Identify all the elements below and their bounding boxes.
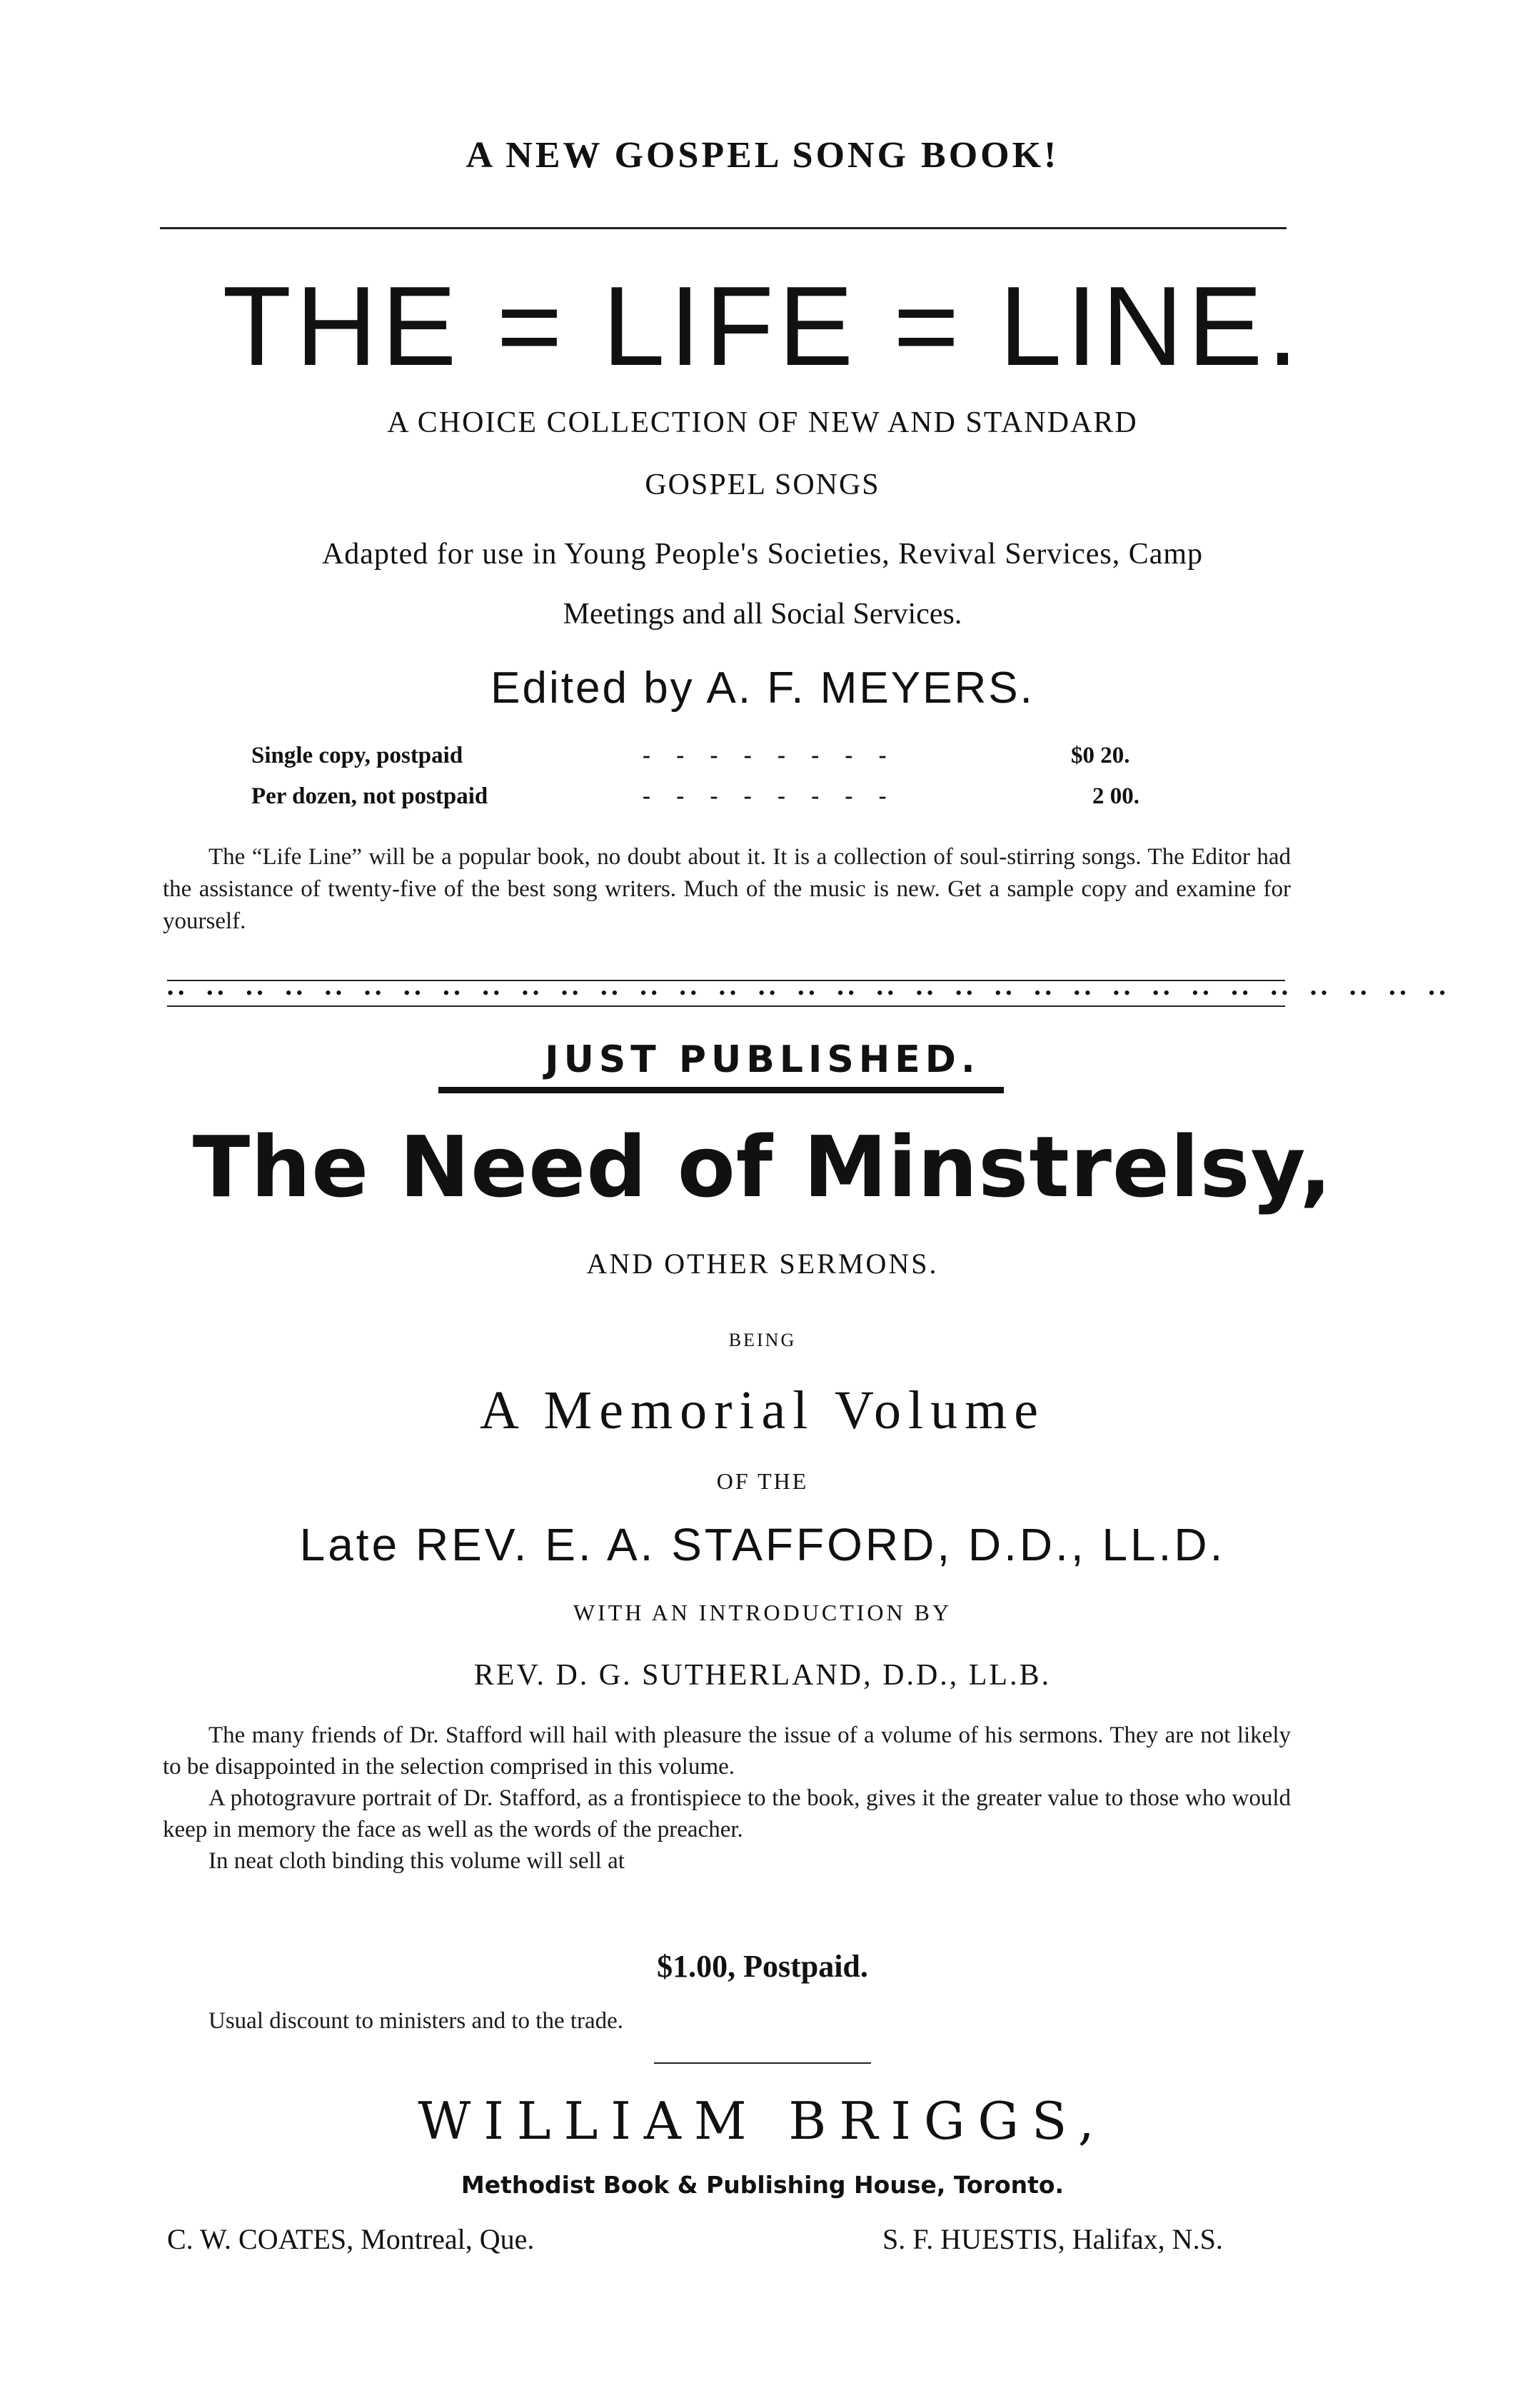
- stafford-line: Late REV. E. A. STAFFORD, D.D., LL.D.: [299, 1519, 1226, 1570]
- header-rule: [160, 227, 1287, 229]
- description-text: The “Life Line” will be a popular book, no doubt about it. It is a collection of soul-stirring songs. The Editor had the assistance of twenty-five of the best song writers. Much of the music is new. Get a sample copy and examine for yourself.: [163, 844, 1291, 934]
- adapted-line-2: Meetings and all Social Services.: [563, 598, 962, 631]
- dotted-separator: [167, 980, 1450, 1008]
- of-the-line: OF THE: [716, 1468, 809, 1494]
- subtitle-line-1: A CHOICE COLLECTION OF NEW AND STANDARD: [387, 406, 1138, 439]
- price-label-single: Single copy, postpaid: [251, 743, 463, 768]
- subtitle-line-2: GOSPEL SONGS: [645, 468, 880, 501]
- publisher-rule: [654, 2062, 871, 2064]
- separator-line-bottom: [167, 1005, 1285, 1007]
- adapted-line-1: Adapted for use in Young People's Societies, Revival Services, Camp: [321, 538, 1204, 571]
- life-line-description: [163, 841, 1291, 938]
- publishing-house: Methodist Book & Publishing House, Toronto.: [460, 2171, 1065, 2199]
- life-line-title: THE = LIFE = LINE.: [222, 264, 1303, 389]
- minstrelsy-description: [163, 1720, 1291, 1877]
- separator-line-top: [167, 980, 1285, 981]
- para-photogravure: A photogravure portrait of Dr. Stafford, as a frontispiece to the book, gives it the greater value to those who would keep in memory the face as well as the words of the preacher.: [163, 1785, 1291, 1842]
- price-value-dozen: 2 00.: [1092, 783, 1139, 809]
- price-leader-single: - - - - - - - -: [643, 743, 897, 768]
- price-label-dozen: Per dozen, not postpaid: [251, 783, 488, 809]
- being-line: BEING: [728, 1330, 797, 1350]
- montreal-agent: C. W. COATES, Montreal, Que.: [167, 2223, 535, 2255]
- editor-line: Edited by A. F. MEYERS.: [490, 663, 1035, 713]
- sutherland-line: REV. D. G. SUTHERLAND, D.D., LL.B.: [473, 1659, 1052, 1692]
- minstrelsy-price: $1.00, Postpaid.: [657, 1949, 868, 1984]
- just-published-underline: [438, 1087, 1004, 1093]
- discount-line: [163, 2005, 1291, 2037]
- para-friends: The many friends of Dr. Stafford will hail with pleasure the issue of a volume of his sermons. They are not likely to be disappointed in the selection comprised in this volume.: [163, 1722, 1291, 1780]
- memorial-volume: A Memorial Volume: [479, 1380, 1046, 1440]
- just-published-heading: JUST PUBLISHED.: [545, 1038, 980, 1081]
- introduction-line: WITH AN INTRODUCTION BY: [573, 1600, 952, 1625]
- price-value-single: $0 20.: [1071, 743, 1130, 768]
- discount-text: Usual discount to ministers and to the trade.: [208, 2008, 624, 2034]
- minstrelsy-title: The Need of Minstrelsy,: [192, 1118, 1333, 1216]
- para-binding: In neat cloth binding this volume will sell at: [208, 1848, 625, 1874]
- separator-dots: •• •• •• •• •• •• •• •• •• •• •• •• •• •• •• •• •• •• •• •• •• •• •• •• •• •• •• •• •• •• •• •• ••: [167, 983, 1450, 1003]
- ad-header: A NEW GOSPEL SONG BOOK!: [465, 135, 1060, 176]
- and-other-sermons: AND OTHER SERMONS.: [586, 1248, 939, 1280]
- halifax-agent: S. F. HUESTIS, Halifax, N.S.: [882, 2223, 1223, 2255]
- publisher-name: WILLIAM BRIGGS,: [418, 2091, 1107, 2151]
- price-leader-dozen: - - - - - - - -: [643, 783, 897, 809]
